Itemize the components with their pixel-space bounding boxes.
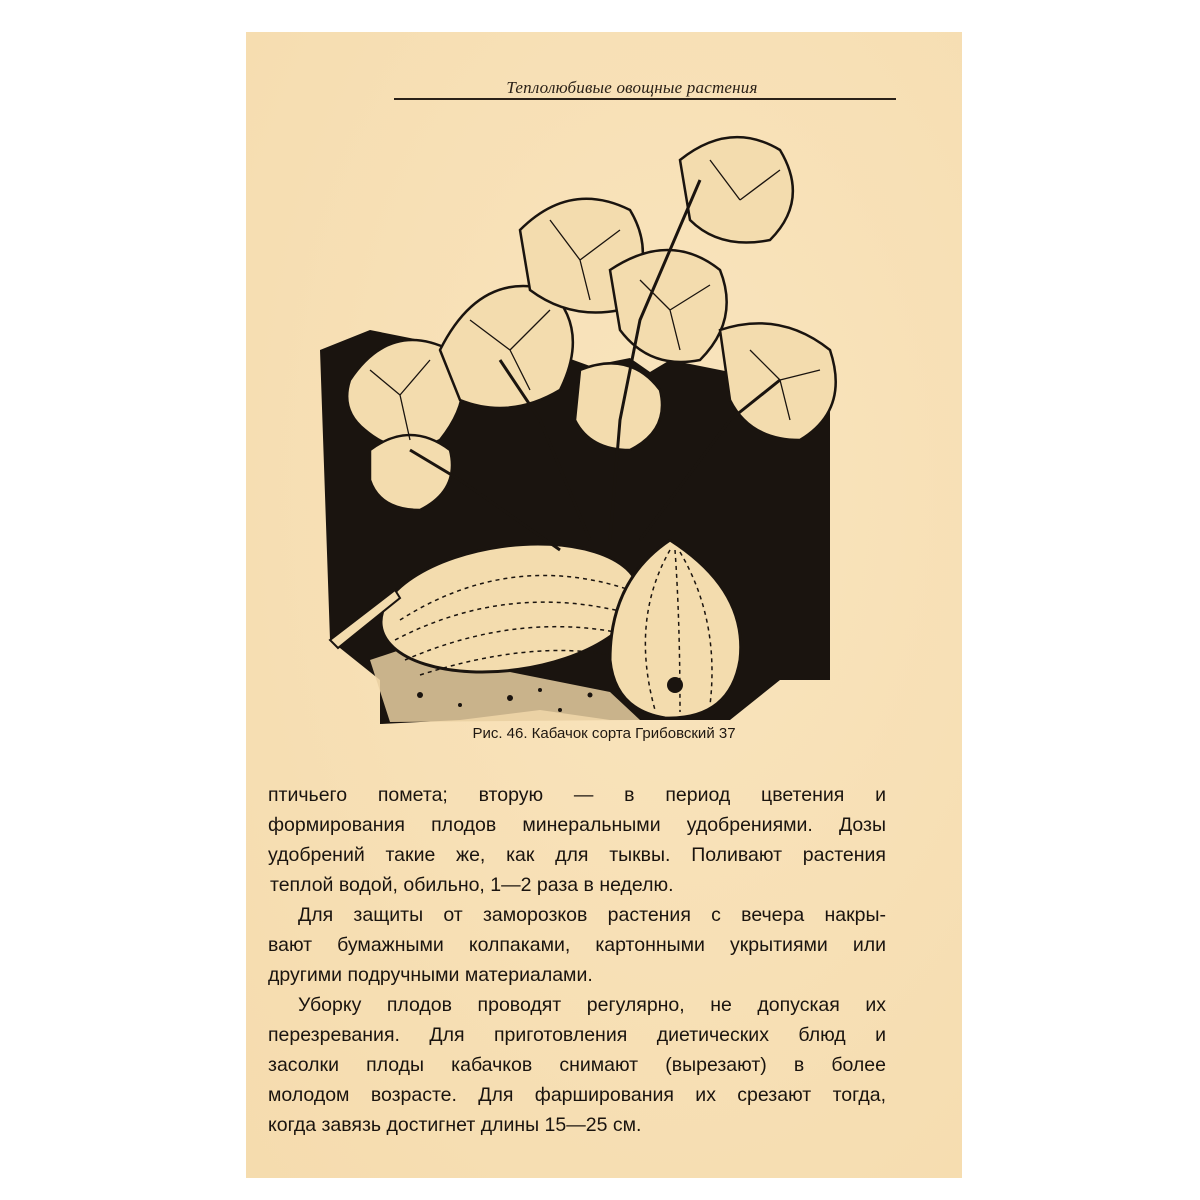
- paragraph: [268, 780, 886, 900]
- book-page: [246, 32, 962, 1178]
- text-line: когда завязь достигнет длины 15—25 см.: [268, 1114, 642, 1136]
- text-line: вают бумажными колпаками, картонными укрытиями или: [268, 934, 886, 956]
- text-line: засолки плоды кабачков снимают (вырезают) в более: [268, 1054, 886, 1076]
- text-line: Уборку плодов проводят регулярно, не допуская их: [298, 994, 886, 1016]
- text-line: Для защиты от заморозков растения с вечера накры-: [298, 904, 886, 926]
- zucchini-illustration: [310, 120, 910, 730]
- text-line: удобрений такие же, как для тыквы. Поливают растения: [268, 844, 886, 866]
- text-line: перезревания. Для приготовления диетических блюд и: [268, 1024, 886, 1046]
- paragraph: [268, 990, 886, 1140]
- header-rule: [394, 98, 896, 100]
- paragraph: [268, 900, 886, 990]
- running-header: Теплолюбивые овощные растения: [506, 78, 758, 97]
- text-line: теплой водой, обильно, 1—2 раза в неделю.: [270, 874, 674, 896]
- body-text: [268, 780, 886, 1140]
- text-line: молодом возрасте. Для фарширования их срезают тогда,: [268, 1084, 886, 1106]
- text-line: формирования плодов минеральными удобрениями. Дозы: [268, 814, 886, 836]
- text-line: другими подручными материалами.: [268, 964, 593, 986]
- figure-caption: Рис. 46. Кабачок сорта Грибовский 37: [472, 725, 736, 742]
- text-line: птичьего помета; вторую — в период цветения и: [268, 784, 886, 806]
